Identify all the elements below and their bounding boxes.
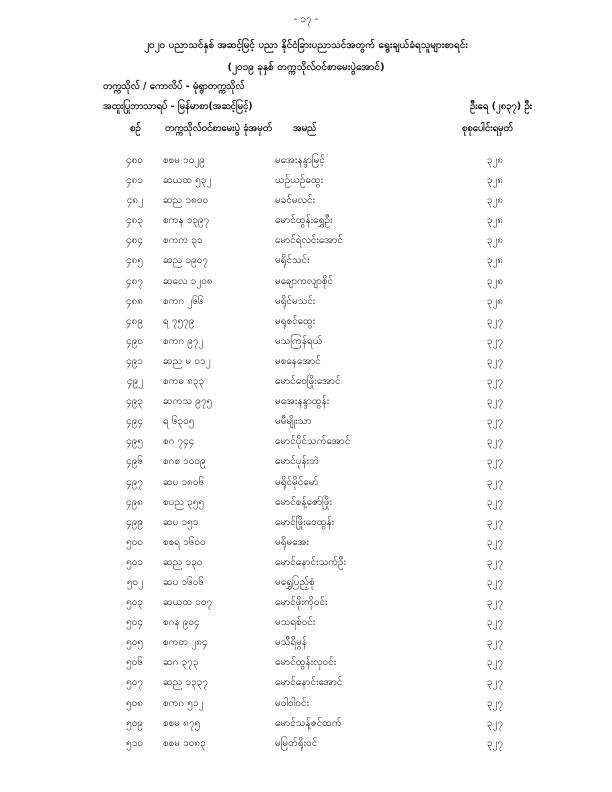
specialization-line: အထူးပြုဘာသာရပ် - မြန်မာစာ(အဆင့်မြင့်)	[103, 101, 253, 112]
row-number: ၄၉၄	[126, 416, 143, 428]
student-name: မောင်နောင်းသက်ဦး	[275, 556, 347, 568]
row-number: ၄၈၅	[126, 255, 143, 267]
row-number: ၄၉၇	[126, 476, 143, 488]
student-name: မချောကလျာစိုင်	[275, 275, 334, 287]
results-table	[0, 150, 612, 753]
header-exam-id: တက္ကသိုလ်ဝင်စာမေးပွဲ ခုံအမှတ်	[165, 123, 272, 134]
row-number: ၅၁၀	[126, 737, 143, 749]
student-name: မောင်သန့်ဇင်ထက်	[275, 717, 342, 729]
total-marks: ၃၂၇	[486, 556, 504, 568]
exam-id: ဆည ၁၉၀၇	[163, 255, 209, 267]
table-row	[0, 431, 612, 451]
student-name: မောင်ပိုင်သက်အောင်	[275, 436, 351, 448]
table-row	[0, 371, 612, 391]
exam-id: စကတ ၂၈၄	[163, 637, 208, 649]
student-name: မဝါဝါဝင်း	[275, 697, 310, 709]
exam-id: ဆကသ ၉၇၅	[163, 396, 213, 408]
row-number: ၅၀၄	[126, 617, 143, 629]
table-row	[0, 612, 612, 632]
row-number: ၄၉၃	[126, 396, 143, 408]
student-name: မောင်ရဲလင်းအောင်	[275, 235, 343, 247]
row-number: ၄၉၀	[126, 335, 143, 347]
student-name: မအေးနန္ဒာမြင့်	[275, 155, 325, 166]
exam-id: ဆပ ၁၆၀၆	[163, 576, 205, 588]
total-marks: ၃၂၇	[486, 396, 504, 408]
total-marks: ၃၂၇	[486, 657, 504, 669]
table-row	[0, 492, 612, 512]
student-name: မောင်ပုန်းဘဲ	[275, 456, 319, 468]
student-name: မအေးနန္ဒာထွန်း	[275, 396, 330, 408]
exam-id: စစမ ၁၀၈၃	[163, 737, 206, 749]
table-row	[0, 552, 612, 572]
row-number: ၄၈၄	[126, 235, 143, 247]
student-name: မောင်စန့်ဇော်ဖြိုး	[275, 496, 333, 508]
exam-id: ရ ၆၃၀၅	[163, 416, 195, 428]
exam-id: စစရ ၁၆၀၀	[163, 536, 206, 548]
student-name: မောင်ဖိုးကိုဝင်း	[275, 597, 328, 609]
table-row	[0, 230, 612, 250]
total-marks: ၃၂၈	[486, 295, 504, 307]
exam-id: စစမ ၁၀၂၉	[163, 155, 205, 166]
total-marks: ၃၂၇	[486, 737, 504, 749]
row-number: ၄၈၇	[126, 275, 143, 287]
total-marks: ၃၂၇	[486, 476, 504, 488]
total-marks: ၃၂၇	[486, 717, 504, 729]
row-number: ၄၉၅	[126, 436, 143, 448]
exam-id: ဆည ၁၃၃၇	[163, 677, 209, 689]
row-number: ၅၀၅	[126, 637, 143, 649]
exam-id: ဆည မ ၀၁၂	[163, 355, 211, 367]
student-name: မစနေအောင်	[275, 355, 321, 367]
total-marks: ၃၂၇	[486, 315, 504, 327]
row-number: ၅၀၆	[126, 657, 143, 669]
row-number: ၅၀၇	[126, 677, 143, 689]
exam-id: ဆလေ ၁၂၀၈	[163, 275, 213, 287]
row-number: ၄၉၁	[126, 355, 143, 367]
student-name: မမီမျိုးသာ	[275, 416, 312, 428]
total-marks: ၃၂၇	[486, 496, 504, 508]
table-row	[0, 672, 612, 692]
row-number: ၄၈၁	[126, 175, 143, 187]
table-row	[0, 632, 612, 652]
total-marks: ၃၂၇	[486, 516, 504, 528]
table-row	[0, 271, 612, 291]
total-marks: ၃၂၇	[486, 697, 504, 709]
document-title: ၂၀၂၀ ပညာသင်နှစ် အဆင့်မြင့် ပညာ နိုင်ငံခြားပညာသင်အတွက် ရွေးချယ်ခံရသူများစာရင်း	[144, 40, 468, 51]
row-number: ၄၉၈	[126, 496, 143, 508]
table-row	[0, 351, 612, 371]
total-marks: ၃၂၇	[486, 376, 504, 388]
table-row	[0, 170, 612, 190]
student-name: မောင်ထွန်းလှဝင်း	[275, 657, 337, 669]
total-marks: ၃၂၇	[486, 677, 504, 689]
table-row	[0, 311, 612, 331]
exam-id: စစမ ၈၇၅	[163, 717, 201, 729]
row-number: ၅၀၈	[126, 697, 143, 709]
student-name: မရိုင်မိုင်မော်	[275, 476, 319, 488]
table-row	[0, 512, 612, 532]
student-name: ယဉ်ယဉ်ထွေး	[275, 175, 324, 187]
student-name: မောင်နောင်းအောင်	[275, 677, 343, 689]
table-row	[0, 391, 612, 411]
row-number: ၄၈၃	[126, 215, 143, 227]
total-marks: ၃၂၇	[486, 576, 504, 588]
total-marks: ၃၂၇	[486, 597, 504, 609]
row-number: ၅၀၉	[126, 717, 143, 729]
table-row	[0, 572, 612, 592]
exam-id: စကဂ ၅၁၂	[163, 697, 204, 709]
exam-id: ဆည ၁၃၀	[163, 556, 203, 568]
table-row	[0, 693, 612, 713]
student-name: မောင်ဝေဖြိုးအောင်	[275, 376, 341, 388]
exam-id: စကဂ ၉၇၂	[163, 335, 204, 347]
exam-id: ရ ၇၅၇၉	[163, 315, 195, 327]
university-line: တက္ကသိုလ် / ကောလိပ် - မုံရွာတက္ကသိုလ်	[103, 81, 245, 92]
row-number: ၅၀၁	[126, 556, 143, 568]
exam-id: စကန ၁၃၉၇	[163, 215, 210, 227]
exam-id: စပည ၃၅၅	[163, 496, 205, 508]
header-no: စဉ်	[130, 123, 141, 134]
exam-id: ဆပ ၁၈၀၆	[163, 476, 205, 488]
row-number: ၄၈၀	[126, 155, 143, 166]
row-number: ၄၉၉	[126, 516, 143, 528]
student-name: မောင်ဖြိုးဝေထွန်း	[275, 516, 335, 528]
total-count: ဦးရေ (၂၈၃၇) ဦး	[470, 101, 533, 112]
document-subtitle: (၂၀၁၉ ခုနှစ် တက္ကသိုလ်ဝင်စာမေးပွဲအောင်)	[227, 62, 385, 73]
total-marks: ၃၂၈	[486, 255, 504, 267]
student-name: မရွှေပြည့်စုံ	[275, 576, 315, 588]
exam-id: စကဂ ၂၆၆	[163, 295, 204, 307]
student-name: မသကြန်ရယ်	[275, 335, 323, 347]
student-name: မရိုမအေး	[275, 536, 309, 548]
total-marks: ၃၂၇	[486, 637, 504, 649]
row-number: ၅၀၀	[126, 536, 143, 548]
table-row	[0, 331, 612, 351]
exam-id: စဂ ၇၄၄	[163, 436, 195, 448]
row-number: ၄၈၂	[126, 195, 143, 207]
header-marks: စုစုပေါင်းရမှတ်	[462, 123, 513, 134]
table-row	[0, 592, 612, 612]
total-marks: ၃၂၈	[486, 215, 504, 227]
student-name: မရုစင်ထွေး	[275, 315, 316, 327]
row-number: ၄၉၆	[126, 456, 143, 468]
total-marks: ၃၂၇	[486, 335, 504, 347]
total-marks: ၃၂၇	[486, 456, 504, 468]
table-row	[0, 210, 612, 230]
exam-id: ဆယထ ၅၃၂	[163, 175, 212, 187]
row-number: ၄၈၈	[125, 295, 143, 307]
total-marks: ၃၂၈	[486, 235, 504, 247]
exam-id: စဂန ၉၀၄	[163, 617, 200, 629]
header-name: အမည်	[293, 123, 317, 134]
row-number: ၄၈၉	[126, 315, 143, 327]
student-name: မခင်မလင်း	[275, 195, 316, 207]
table-row	[0, 532, 612, 552]
student-name: မမြတ်ရိုးဝင်	[275, 737, 318, 749]
row-number: ၅၀၃	[126, 597, 143, 609]
table-row	[0, 472, 612, 492]
table-row	[0, 451, 612, 471]
student-name: မသရစ်ဝင်း	[275, 617, 316, 629]
table-row	[0, 190, 612, 210]
table-row	[0, 150, 612, 170]
student-name: မရိုင်သင်း	[275, 255, 310, 267]
total-marks: ၃၂၈	[486, 195, 504, 207]
total-marks: ၃၂၈	[486, 275, 504, 287]
row-number: ၅၀၂	[126, 576, 143, 588]
table-row	[0, 652, 612, 672]
exam-id: စကဓ ၈၃၃	[163, 376, 205, 388]
exam-id: ဆဂ ၃၇၃	[163, 657, 199, 669]
total-marks: ၃၂၇	[486, 436, 504, 448]
total-marks: ၃၂၈	[486, 175, 504, 187]
table-row	[0, 250, 612, 270]
row-number: ၄၉၂	[126, 376, 143, 388]
table-row	[0, 713, 612, 733]
exam-id: ဆည ၁၈၀၀	[163, 195, 209, 207]
table-row	[0, 291, 612, 311]
exam-id: ဆယထ ၁၀၇	[163, 597, 213, 609]
student-name: မသီရိမွန်	[275, 637, 308, 649]
total-marks: ၃၂၈	[486, 155, 504, 166]
total-marks: ၃၂၇	[486, 536, 504, 548]
student-name: မောင်ထွန်းရွှေဦး	[275, 215, 333, 227]
total-marks: ၃၂၇	[486, 355, 504, 367]
total-marks: ၃၂၇	[486, 617, 504, 629]
table-row	[0, 733, 612, 753]
exam-id: စကက ၃၁	[163, 235, 203, 247]
total-marks: ၃၂၇	[486, 416, 504, 428]
exam-id: ဆပ ၁၅၁	[163, 516, 199, 528]
table-row	[0, 411, 612, 431]
exam-id: စဂစ ၁၀၀၉	[163, 456, 206, 468]
page-number: - ၁၇ -	[293, 14, 319, 25]
student-name: မရိုင်မသင်း	[275, 295, 316, 307]
